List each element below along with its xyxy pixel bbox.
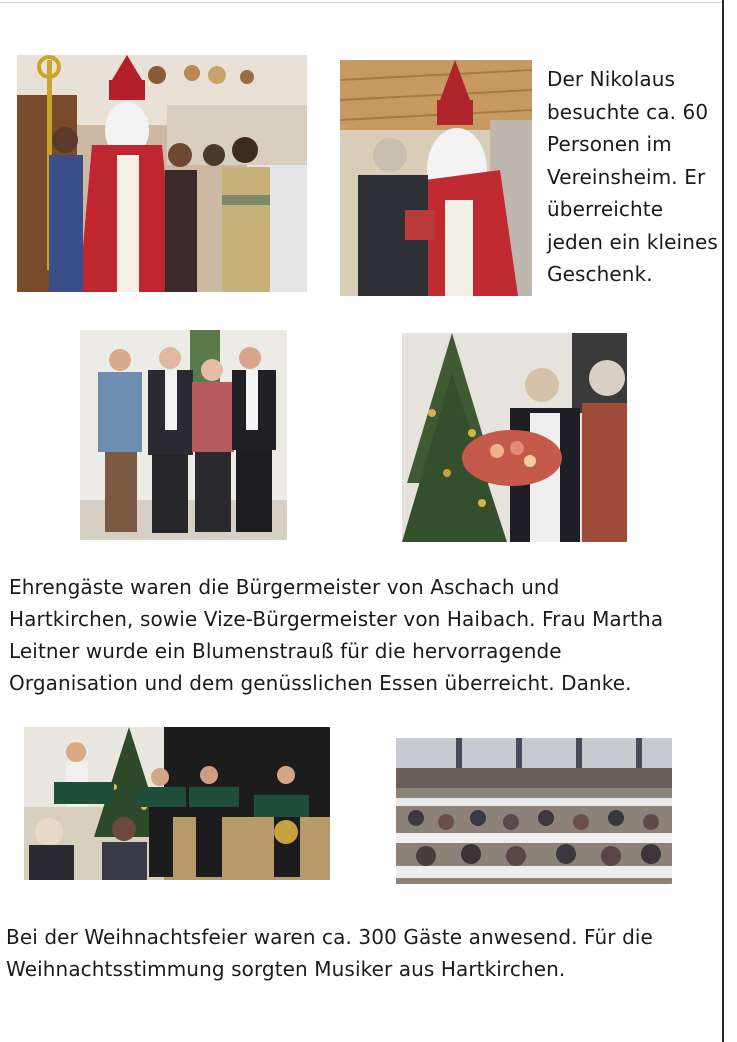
caption-line: Der Nikolaus	[547, 67, 676, 91]
caption-line: Ehrengäste waren die Bürgermeister von Aschach und	[9, 575, 560, 599]
caption-line: Weihnachtsstimmung sorgten Musiker aus Hartkirchen.	[6, 957, 566, 981]
nikolaus-caption	[547, 63, 718, 291]
caption-line: Organisation und dem genüsslichen Essen überreicht. Danke.	[9, 671, 632, 695]
caption-line: Hartkirchen, sowie Vize-Bürgermeister von Haibach. Frau Martha	[9, 607, 664, 631]
honorary-guests-caption	[9, 571, 663, 699]
caption-line: jeden ein kleines	[547, 229, 718, 254]
photo-flower-bouquet	[402, 333, 627, 542]
caption-line: überreichte	[547, 197, 664, 221]
photo-musicians	[24, 727, 330, 880]
christmas-party-caption	[6, 921, 653, 985]
scan-edge-top	[0, 2, 722, 3]
caption-line: Personen im	[547, 132, 672, 156]
caption-line: Bei der Weihnachtsfeier waren ca. 300 Gäste anwesend. Für die	[6, 925, 653, 949]
photo-nikolaus-woman	[340, 60, 532, 296]
photo-hall-guests	[396, 738, 672, 884]
caption-line: Leitner wurde ein Blumenstrauß für die hervorragende	[9, 639, 562, 663]
photo-nikolaus-group	[17, 55, 307, 292]
caption-line: Geschenk.	[547, 262, 653, 286]
photo-honorary-guests	[80, 330, 287, 540]
caption-line: besuchte ca. 60	[547, 99, 709, 124]
caption-line: Vereinsheim. Er	[547, 164, 706, 189]
scan-edge-right	[722, 0, 724, 1042]
